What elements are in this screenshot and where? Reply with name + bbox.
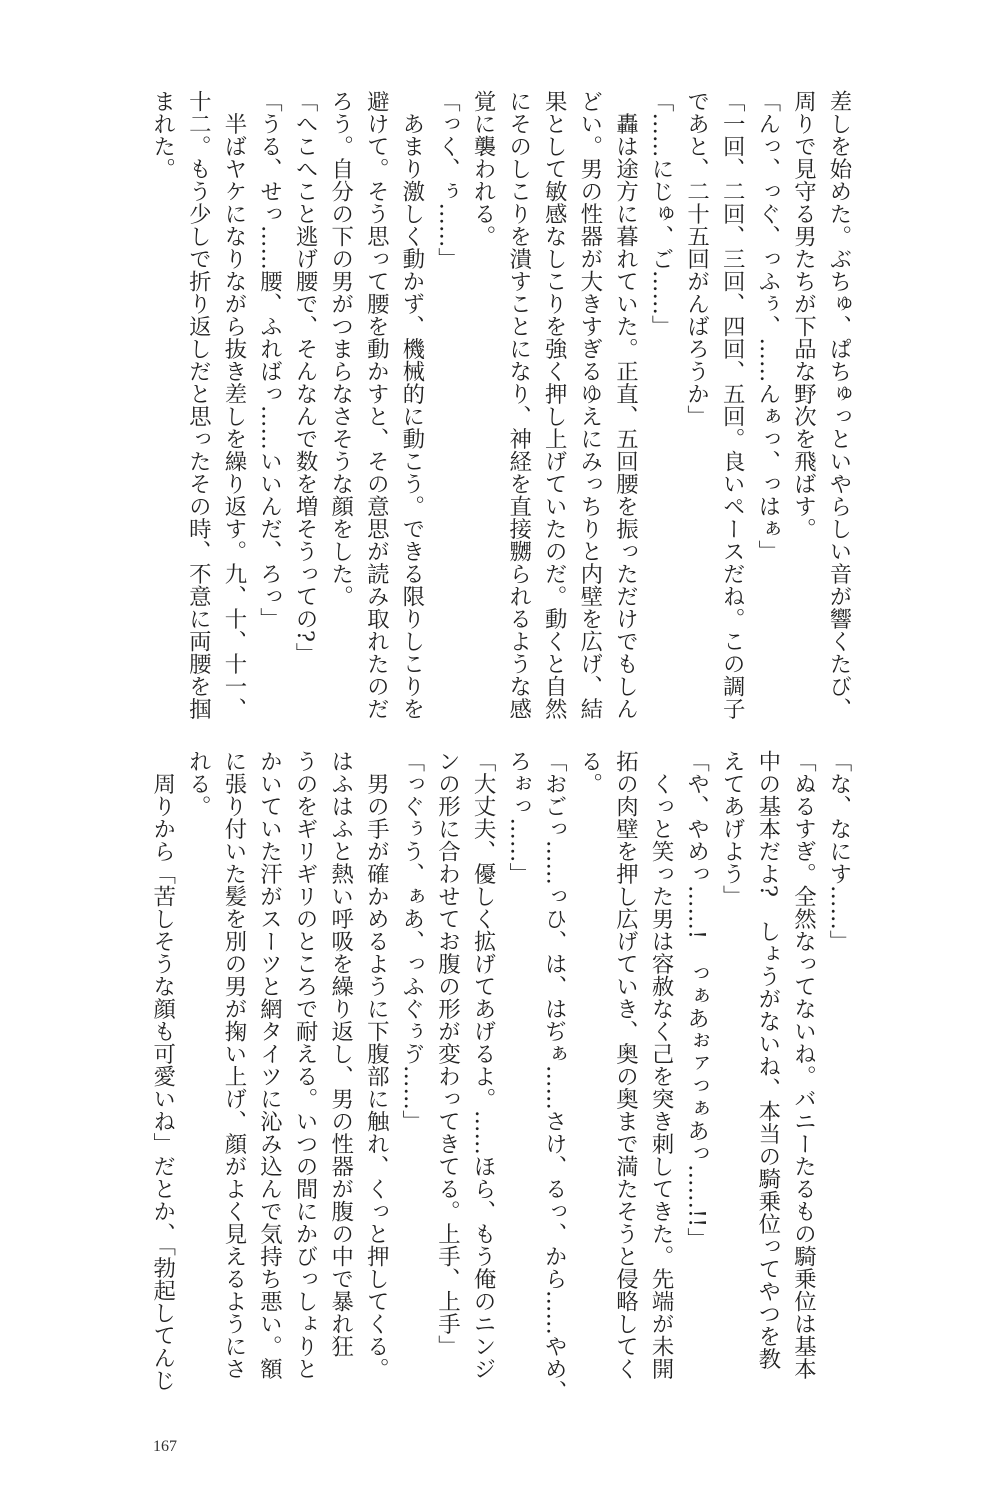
text-line: 「うる、せっ……腰、ふればっ……いいんだ、ろっ」 <box>256 90 283 630</box>
text-line: 「一回、二回、三回、四回、五回。良いペースだね。この調子 <box>719 90 746 720</box>
upper-text-block <box>144 90 856 730</box>
text-line: 「……にじゅ、ご……」 <box>648 90 675 338</box>
text-line: ンの形に合わせてお腹の形が変わってきてる。上手、上手」 <box>434 750 461 1358</box>
text-line: ろう。自分の下の男がつまらなさそうな顔をした。 <box>327 90 354 608</box>
text-line: 覚に襲われる。 <box>470 90 497 248</box>
text-line: うのをギリギリのところで耐える。いつの間にかびっしょりと <box>292 750 319 1380</box>
text-line: に張り付いた髪を別の男が掬い上げ、顔がよく見えるようにさ <box>220 750 247 1380</box>
text-line: 「っく、ぅ……」 <box>434 90 461 270</box>
text-line: 周りから「苦しそうな顔も可愛いね」だとか、「勃起してんじ <box>149 750 176 1392</box>
text-line: はふはふと熱い呼吸を繰り返し、男の性器が腹の中で暴れ狂 <box>327 750 354 1358</box>
text-line: 「や、やめっ……! っぁあぉァっぁあっ……!!」 <box>683 750 710 1250</box>
text-line: 周りで見守る男たちが下品な野次を飛ばす。 <box>790 90 817 540</box>
text-line: かいていた汗がスーツと網タイツに沁み込んで気持ち悪い。額 <box>256 750 283 1380</box>
text-line: であと、二十五回がんばろうか」 <box>683 90 710 428</box>
text-line: まれた。 <box>149 90 176 180</box>
text-line: 半ばヤケになりながら抜き差しを繰り返す。九、十、十一、 <box>220 90 247 720</box>
text-line: 轟は途方に暮れていた。正直、五回腰を振っただけでもしん <box>612 90 639 720</box>
text-line: れる。 <box>185 750 212 818</box>
text-line: あまり激しく動かず、機械的に動こう。できる限りしこりを <box>398 90 425 720</box>
text-line: どい。男の性器が大きすぎるゆえにみっちりと内壁を広げ、結 <box>576 90 603 720</box>
text-line: 「おごっ……っひ、は、はぢぁ……さけ、るっ、から……やめ、 <box>541 750 568 1403</box>
text-line: 果として敏感なしこりを強く押し上げていたのだ。動くと自然 <box>541 90 568 720</box>
text-line: 中の基本だよ? しょうがないね、本当の騎乗位ってやつを教 <box>754 750 781 1370</box>
text-line: にそのしこりを潰すことになり、神経を直接嬲られるような感 <box>505 90 532 720</box>
text-line: る。 <box>576 750 603 795</box>
lower-text-block <box>144 750 856 1403</box>
text-line: 「ぬるすぎ。全然なってないね。バニーたるもの騎乗位は基本 <box>790 750 817 1380</box>
text-line: 「な、なにす……」 <box>826 750 852 953</box>
text-line: 「へこへこと逃げ腰で、そんなんで数を増そうっての?」 <box>292 90 319 665</box>
text-line: 避けて。そう思って腰を動かすと、その意思が読み取れたのだ <box>363 90 390 720</box>
text-line: ろぉっ……」 <box>505 750 532 885</box>
page-number: 167 <box>153 1438 177 1455</box>
text-line: 「大丈夫、優しく拡げてあげるよ。……ほら、もう俺のニンジ <box>470 750 497 1380</box>
text-line: 拓の肉壁を押し広げていき、奥の奥まで満たそうと侵略してく <box>612 750 639 1380</box>
text-line: くっと笑った男は容赦なく己を突き刺してきた。先端が未開 <box>648 750 675 1380</box>
text-line: 男の手が確かめるように下腹部に触れ、くっと押してくる。 <box>363 750 390 1380</box>
text-line: 差しを始めた。ぶちゅ、ぱちゅっといやらしい音が響くたび、 <box>826 90 852 720</box>
text-line: 「んっ、っぐ、っふぅ、……んぁっ、っはぁ」 <box>754 90 781 563</box>
text-line: 十二。もう少しで折り返しだと思ったその時、不意に両腰を掴 <box>185 90 212 720</box>
text-line: えてあげよう」 <box>719 750 746 908</box>
text-line: 「っぐぅう、ぁあ、っふぐぅゔ……」 <box>398 750 425 1133</box>
